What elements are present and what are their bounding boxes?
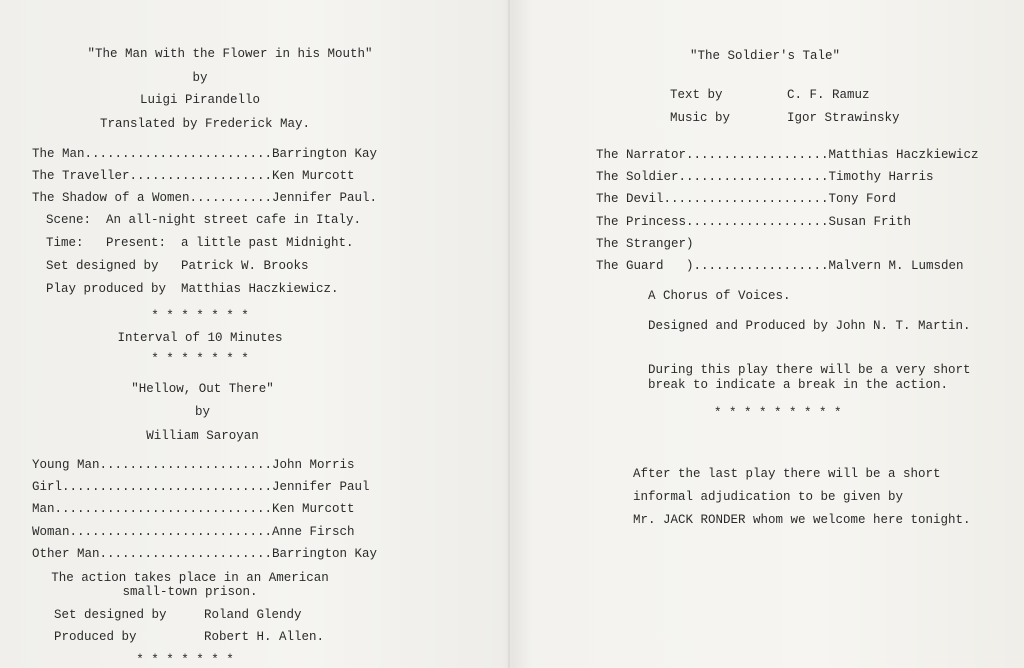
chorus-line: A Chorus of Voices. <box>648 289 791 303</box>
adjudication-line: After the last play there will be a short <box>633 467 941 481</box>
note-line: During this play there will be a very short <box>648 363 971 377</box>
cast-line: The Stranger) <box>596 237 694 251</box>
cast-line: The Soldier....................Timothy Harris <box>596 170 934 184</box>
designed-line: Designed and Produced by John N. T. Martin. <box>648 319 971 333</box>
adjudication-line: Mr. JACK RONDER whom we welcome here tonight. <box>633 513 971 527</box>
play1-translator: Translated by Frederick May. <box>99 117 311 131</box>
music-by-name: Igor Strawinsky <box>787 111 900 125</box>
adjudication-line: informal adjudication to be given by <box>633 490 904 504</box>
play1-author: Luigi Pirandello <box>139 93 261 107</box>
play1-title: "The Man with the Flower in his Mouth" <box>87 47 373 61</box>
time-line: Time: Present: a little past Midnight. <box>46 236 354 250</box>
music-by-label: Music by <box>670 111 731 125</box>
set-design-line: Set designed by Roland Glendy <box>54 608 302 622</box>
cast-line: Other Man.......................Barrington Kay <box>32 547 378 561</box>
cast-line: The Guard )..................Malvern M. Lumsden <box>596 259 964 273</box>
cast-line: The Princess...................Susan Frith <box>596 215 912 229</box>
cast-line: Woman...........................Anne Firsch <box>32 525 355 539</box>
cast-line: Man.............................Ken Murcott <box>32 502 355 516</box>
scene-line: Scene: An all-night street cafe in Italy. <box>46 213 362 227</box>
play2-title: "Hellow, Out There" <box>131 382 274 396</box>
stars-divider: * * * * * * * <box>136 653 234 667</box>
set-design-line: Set designed by Patrick W. Brooks <box>46 259 309 273</box>
cast-line: Young Man.......................John Morris <box>32 458 355 472</box>
text-by-name: C. F. Ramuz <box>787 88 870 102</box>
action-note: The action takes place in an American <box>51 571 329 585</box>
play3-title: "The Soldier's Tale" <box>689 49 841 63</box>
produced-line: Produced by Robert H. Allen. <box>54 630 325 644</box>
stars-divider: * * * * * * * <box>151 309 249 323</box>
cast-line: Girl............................Jennifer Paul <box>32 480 370 494</box>
page-fold <box>508 0 510 668</box>
cast-line: The Devil......................Tony Ford <box>596 192 897 206</box>
play2-by: by <box>194 405 210 419</box>
cast-line: The Man.........................Barrington Kay <box>32 147 378 161</box>
play1-by: by <box>192 71 208 85</box>
text-by-label: Text by <box>670 88 723 102</box>
action-note: small-town prison. <box>122 585 258 599</box>
note-line: break to indicate a break in the action. <box>648 378 949 392</box>
stars-divider: * * * * * * * * * <box>714 406 842 420</box>
produced-line: Play produced by Matthias Haczkiewicz. <box>46 282 339 296</box>
cast-line: The Narrator...................Matthias Haczkiewicz <box>596 148 979 162</box>
cast-line: The Traveller...................Ken Murcott <box>32 169 355 183</box>
interval-line: Interval of 10 Minutes <box>117 331 283 345</box>
cast-line: The Shadow of a Women...........Jennifer Paul. <box>32 191 378 205</box>
stars-divider: * * * * * * * <box>151 352 249 366</box>
play2-author: William Saroyan <box>146 429 259 443</box>
